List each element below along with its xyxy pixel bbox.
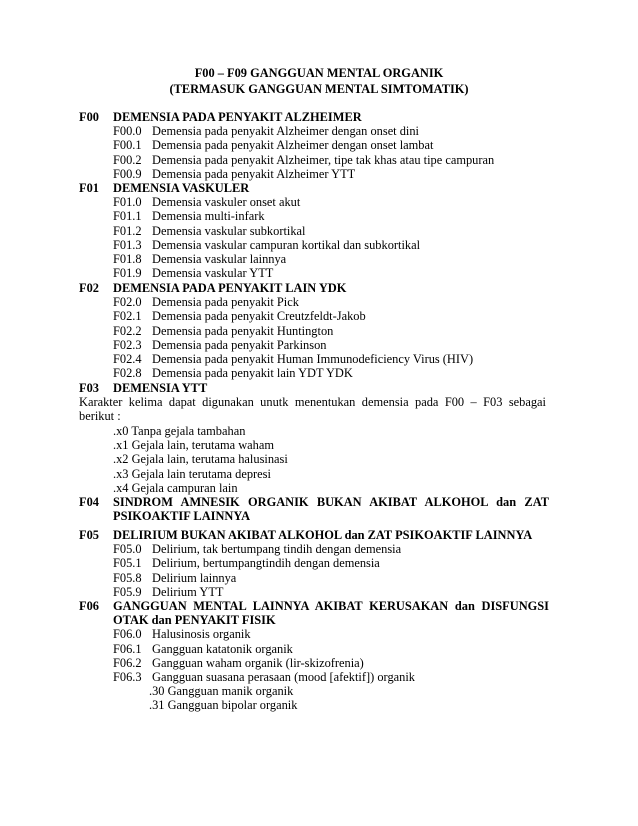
item-text: Demensia pada penyakit Alzheimer dengan onset dini xyxy=(152,124,420,139)
section-heading xyxy=(79,528,549,542)
item-text: Demensia vaskular lainnya xyxy=(152,251,287,266)
list-item xyxy=(113,252,549,266)
list-item xyxy=(113,138,549,152)
item-code: F06.2 xyxy=(113,655,142,670)
list-item xyxy=(113,295,549,309)
item-text: Delirium YTT xyxy=(152,584,224,599)
section-heading xyxy=(79,281,549,295)
list-item xyxy=(113,366,549,380)
section-code: F02 xyxy=(79,281,99,295)
list-item xyxy=(113,627,549,641)
item-code: F00.0 xyxy=(113,124,142,139)
section-f06 xyxy=(79,599,549,713)
page-subtitle: (TERMASUK GANGGUAN MENTAL SIMTOMATIK) xyxy=(169,82,469,96)
section-title: GANGGUAN MENTAL LAINNYA AKIBAT KERUSAKAN dan DISFUNGSI OTAK dan PENYAKIT FISIK xyxy=(113,599,549,628)
list-item xyxy=(113,352,549,366)
section-code: F01 xyxy=(79,181,99,195)
item-text: Demensia vaskuler onset akut xyxy=(152,195,301,210)
section-title: DEMENSIA YTT xyxy=(113,381,208,395)
item-text: Demensia vaskular subkortikal xyxy=(152,223,306,238)
item-code: F01.9 xyxy=(113,266,142,281)
section-title: DEMENSIA PADA PENYAKIT ALZHEIMER xyxy=(113,110,362,124)
item-code: F05.9 xyxy=(113,584,142,599)
section-heading xyxy=(79,599,549,627)
list-item xyxy=(113,571,549,585)
item-code: F02.4 xyxy=(113,351,142,366)
list-item xyxy=(113,153,549,167)
section-code: F03 xyxy=(79,381,99,395)
list-item: .x2 Gejala lain, terutama halusinasi xyxy=(113,452,288,467)
section-heading xyxy=(79,181,549,195)
list-item: .x4 Gejala campuran lain xyxy=(113,480,238,495)
list-item xyxy=(113,670,549,684)
option-list xyxy=(79,424,288,495)
item-text: Demensia multi-infark xyxy=(152,209,265,224)
section-title: DEMENSIA VASKULER xyxy=(113,181,250,195)
list-item xyxy=(113,224,549,238)
section-heading xyxy=(79,381,549,395)
list-item xyxy=(113,642,549,656)
item-text: Gangguan waham organik (lir-skizofrenia) xyxy=(152,655,364,670)
list-item xyxy=(113,124,549,138)
item-text: Delirium lainnya xyxy=(152,570,237,585)
item-code: F01.1 xyxy=(113,209,142,224)
section-heading xyxy=(79,495,549,523)
section-f03 xyxy=(79,381,549,395)
item-code: F05.1 xyxy=(113,556,142,571)
item-code: F00.9 xyxy=(113,166,142,181)
item-text: Gangguan suasana perasaan (mood [afektif]) organik xyxy=(152,669,415,684)
item-code: F02.2 xyxy=(113,323,142,338)
item-code: F05.0 xyxy=(113,542,142,557)
page-title: F00 – F09 GANGGUAN MENTAL ORGANIK xyxy=(194,66,444,80)
list-item xyxy=(113,209,549,223)
sub-item: .30 Gangguan manik organik xyxy=(149,684,294,699)
item-text: Demensia pada penyakit Alzheimer YTT xyxy=(152,166,356,181)
list-item xyxy=(113,542,549,556)
item-text: Delirium, bertumpangtindih dengan demensia xyxy=(152,556,380,571)
item-code: F01.0 xyxy=(113,195,142,210)
item-code: F00.2 xyxy=(113,152,142,167)
section-f04 xyxy=(79,495,549,523)
section-code: F04 xyxy=(79,495,99,509)
item-code: F02.1 xyxy=(113,309,142,324)
section-f00 xyxy=(79,110,549,181)
list-item xyxy=(113,585,549,599)
item-text: Demensia vaskular YTT xyxy=(152,266,274,281)
list-item: .x1 Gejala lain, terutama waham xyxy=(113,438,275,453)
list-item xyxy=(113,167,549,181)
section-code: F00 xyxy=(79,110,99,124)
item-code: F01.2 xyxy=(113,223,142,238)
item-code: F06.0 xyxy=(113,627,142,642)
fifth-character-note: Karakter kelima dapat digunakan unutk menentukan demensia pada F00 – F03 sebagai berikut : xyxy=(79,395,546,424)
item-text: Demensia pada penyakit lain YDT YDK xyxy=(152,366,353,381)
list-item xyxy=(113,195,549,209)
item-code: F06.3 xyxy=(113,669,142,684)
item-text: Delirium, tak bertumpang tindih dengan demensia xyxy=(152,542,402,557)
section-title: SINDROM AMNESIK ORGANIK BUKAN AKIBAT ALKOHOL dan ZAT PSIKOAKTIF LAINNYA xyxy=(113,495,549,524)
item-text: Halusinosis organik xyxy=(152,627,251,642)
item-text: Demensia vaskular campuran kortikal dan subkortikal xyxy=(152,237,421,252)
section-code: F05 xyxy=(79,528,99,542)
section-title: DELIRIUM BUKAN AKIBAT ALKOHOL dan ZAT PSIKOAKTIF LAINNYA xyxy=(113,528,533,542)
list-item xyxy=(113,338,549,352)
list-item xyxy=(113,656,549,670)
sub-item: .31 Gangguan bipolar organik xyxy=(149,698,298,713)
item-text: Demensia pada penyakit Alzheimer, tipe tak khas atau tipe campuran xyxy=(152,152,495,167)
item-text: Demensia pada penyakit Creutzfeldt-Jakob xyxy=(152,309,366,324)
item-text: Demensia pada penyakit Pick xyxy=(152,295,299,310)
list-item xyxy=(113,266,549,280)
list-item xyxy=(113,238,549,252)
list-item xyxy=(113,556,549,570)
item-text: Demensia pada penyakit Parkinson xyxy=(152,337,327,352)
list-item xyxy=(113,324,549,338)
section-f02 xyxy=(79,281,549,380)
item-code: F01.8 xyxy=(113,251,142,266)
list-item: .x3 Gejala lain terutama depresi xyxy=(113,466,271,481)
item-code: F02.0 xyxy=(113,295,142,310)
section-f01 xyxy=(79,181,549,280)
item-code: F02.3 xyxy=(113,337,142,352)
section-heading xyxy=(79,110,549,124)
section-f05 xyxy=(79,528,549,599)
item-text: Demensia pada penyakit Alzheimer dengan onset lambat xyxy=(152,138,434,153)
item-text: Demensia pada penyakit Huntington xyxy=(152,323,334,338)
list-item: .x0 Tanpa gejala tambahan xyxy=(113,424,246,438)
item-code: F00.1 xyxy=(113,138,142,153)
section-title: DEMENSIA PADA PENYAKIT LAIN YDK xyxy=(113,281,347,295)
section-code: F06 xyxy=(79,599,99,613)
list-item xyxy=(113,309,549,323)
item-code: F02.8 xyxy=(113,366,142,381)
item-code: F01.3 xyxy=(113,237,142,252)
item-code: F05.8 xyxy=(113,570,142,585)
item-code: F06.1 xyxy=(113,641,142,656)
item-text: Gangguan katatonik organik xyxy=(152,641,293,656)
item-text: Demensia pada penyakit Human Immunodeficiency Virus (HIV) xyxy=(152,351,474,366)
